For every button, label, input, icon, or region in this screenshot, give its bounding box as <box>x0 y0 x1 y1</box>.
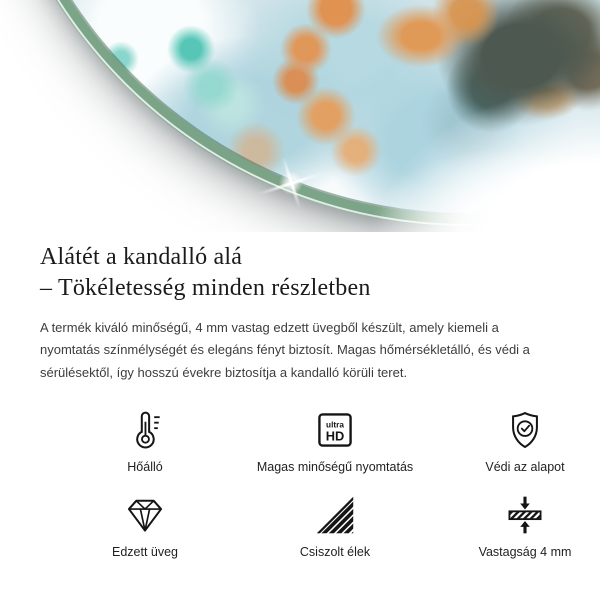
page-title-line2: – Tökéletesség minden részletben <box>40 275 371 301</box>
diamond-icon <box>123 493 167 537</box>
feature-label: Csiszolt élek <box>299 544 371 559</box>
ultra-hd-icon <box>313 408 357 452</box>
feature-label: Vastagság 4 mm <box>478 544 572 559</box>
feature-label: Hőálló <box>127 459 163 474</box>
product-description: A termék kiváló minőségű, 4 mm vastag edzett üvegből készült, amely kiemeli a nyomtatás színmélységét és elegáns fényt biztosít. Magas hőmérsékletálló, és védi a sérülésektől, így hosszú évekre biztosítja a kandalló körüli teret. <box>40 320 530 380</box>
page-title <box>40 242 560 304</box>
feature-polished-edges <box>220 493 450 560</box>
polished-edges-icon <box>313 493 357 537</box>
page-title-line1: Alátét a kandalló alá <box>40 244 243 270</box>
feature-label: Edzett üveg <box>111 544 178 559</box>
product-photo <box>0 0 600 232</box>
feature-list <box>40 408 572 560</box>
feature-label: Magas minőségű nyomtatás <box>256 459 414 474</box>
svg-text:ultra: ultra <box>326 420 344 430</box>
feature-print-quality <box>220 408 450 475</box>
svg-text:HD: HD <box>325 428 345 444</box>
feature-label: Védi az alapot <box>485 459 565 474</box>
thickness-icon <box>503 493 547 537</box>
feature-tempered-glass <box>70 493 220 560</box>
feature-heat-resistant <box>70 408 220 475</box>
feature-thickness <box>450 493 600 560</box>
shield-check-icon <box>503 408 547 452</box>
feature-protects-base <box>450 408 600 475</box>
glass-disc-image <box>0 0 600 227</box>
thermometer-icon <box>123 408 167 452</box>
